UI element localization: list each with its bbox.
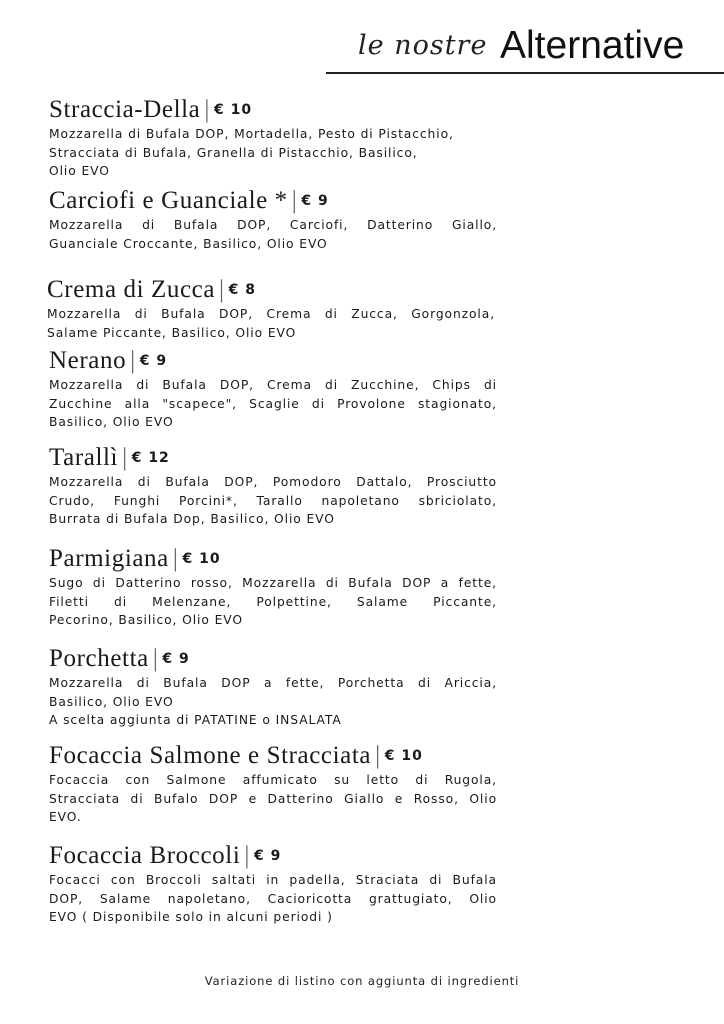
menu-item	[49, 545, 497, 630]
description-line: Mozzarella di Bufala DOP a fette, Porchetta di Ariccia,	[49, 676, 497, 690]
description-line: Salame Piccante, Basilico, Olio EVO	[47, 325, 297, 340]
separator: |	[244, 842, 250, 869]
menu-item-title	[49, 187, 497, 215]
separator: |	[152, 645, 159, 672]
separator: |	[204, 96, 210, 123]
menu-item-price: € 8	[228, 282, 257, 298]
menu-item-description	[49, 376, 497, 432]
separator: |	[375, 742, 381, 769]
description-line: Pecorino, Basilico, Olio EVO	[49, 613, 243, 627]
menu-item-price: € 9	[139, 353, 168, 369]
menu-item	[49, 444, 497, 529]
menu-item-title	[49, 96, 497, 124]
menu-item-title	[49, 842, 497, 870]
menu-item-name: Crema di Zucca	[47, 276, 216, 303]
description-line: Filetti di Melenzane, Polpettine, Salame Piccante,	[49, 594, 497, 609]
menu-item-name: Porchetta	[49, 645, 149, 672]
menu-item-description	[49, 871, 497, 927]
description-line: Mozzarella di Bufala DOP, Crema di Zucca, Gorgonzola,	[47, 307, 495, 321]
menu-item	[49, 742, 497, 827]
menu-item-description	[49, 125, 497, 181]
menu-item-price: € 9	[253, 848, 282, 864]
menu-item-price: € 12	[131, 450, 170, 466]
menu-item-description	[49, 473, 497, 529]
description-line: EVO ( Disponibile solo in alcuni periodi )	[49, 910, 333, 924]
description-line: Crudo, Funghi Porcini*, Tarallo napoletano sbriciolato,	[49, 493, 497, 508]
separator: |	[122, 444, 128, 471]
menu-item-price: € 9	[301, 193, 329, 209]
menu-item	[49, 842, 497, 927]
description-line: Zucchine alla "scapece", Scaglie di Provolone stagionato,	[49, 396, 497, 411]
description-line: Olio EVO	[49, 164, 110, 178]
menu-item-name: Tarallì	[49, 444, 119, 471]
description-line: Stracciata di Bufalo DOP e Datterino Giallo e Rosso, Olio	[49, 791, 497, 806]
footer-text: Variazione di listino con aggiunta di ingredienti	[204, 974, 520, 988]
header-title: Alternative	[500, 24, 685, 67]
menu-item-name: Focaccia Salmone e Stracciata	[49, 742, 372, 769]
description-line: Mozzarella di Bufala DOP, Pomodoro Dattalo, Prosciutto	[49, 475, 497, 489]
description-line: Mozzarella di Bufala DOP, Crema di Zucchine, Chips di	[49, 378, 497, 392]
menu-item-description	[49, 574, 497, 630]
menu-item-description	[49, 216, 497, 253]
description-line: Sugo di Datterino rosso, Mozzarella di Bufala DOP a fette,	[49, 576, 497, 590]
description-line: Basilico, Olio EVO	[49, 694, 174, 709]
menu-item-name: Carciofi e Guanciale *	[49, 187, 288, 214]
description-line: Basilico, Olio EVO	[49, 415, 174, 429]
separator: |	[130, 347, 136, 374]
description-line: Guanciale Croccante, Basilico, Olio EVO	[49, 236, 328, 251]
description-line: Stracciata di Bufala, Granella di Pistacchio, Basilico,	[49, 145, 418, 160]
separator: |	[172, 545, 179, 572]
description-line: DOP, Salame napoletano, Cacioricotta grattugiato, Olio	[49, 891, 497, 906]
separator: |	[291, 187, 298, 214]
header-divider	[326, 72, 724, 74]
separator: |	[219, 276, 225, 303]
menu-item-price: € 10	[384, 748, 423, 764]
menu-item	[49, 96, 497, 181]
menu-item-title	[49, 347, 497, 375]
menu-item	[47, 276, 495, 342]
menu-item-price: € 10	[213, 102, 253, 118]
menu-item-name: Nerano	[49, 347, 127, 374]
menu-item-price: € 10	[182, 551, 221, 567]
menu-item-description	[49, 674, 497, 730]
description-line: Focaccia con Salmone affumicato su letto di Rugola,	[49, 773, 497, 787]
description-line: Focacci con Broccoli saltati in padella, Straciata di Bufala	[49, 873, 497, 887]
description-line: Mozzarella di Bufala DOP, Carciofi, Datterino Giallo,	[49, 218, 497, 232]
menu-item-title	[49, 742, 497, 770]
description-line: Burrata di Bufala Dop, Basilico, Olio EVO	[49, 512, 335, 526]
menu-item-name: Focaccia Broccoli	[49, 842, 241, 869]
description-line: Mozzarella di Bufala DOP, Mortadella, Pesto di Pistacchio,	[49, 127, 454, 141]
menu-item-name: Parmigiana	[49, 545, 169, 572]
menu-item-description	[49, 771, 497, 827]
menu-item	[49, 347, 497, 432]
menu-item-title	[49, 545, 497, 573]
menu-item-name: Straccia-Della	[49, 96, 201, 123]
description-line: A scelta aggiunta di PATATINE o INSALATA	[49, 713, 342, 727]
menu-item-title	[49, 444, 497, 472]
menu-item-price: € 9	[162, 651, 190, 667]
menu-item	[49, 645, 497, 730]
menu-item-title	[47, 276, 495, 304]
menu-item	[49, 187, 497, 253]
menu-item-description	[47, 305, 495, 342]
menu-item-title	[49, 645, 497, 673]
header-script-text: le nostre	[358, 30, 488, 61]
description-line: EVO.	[49, 810, 82, 824]
footer-note	[0, 974, 724, 988]
